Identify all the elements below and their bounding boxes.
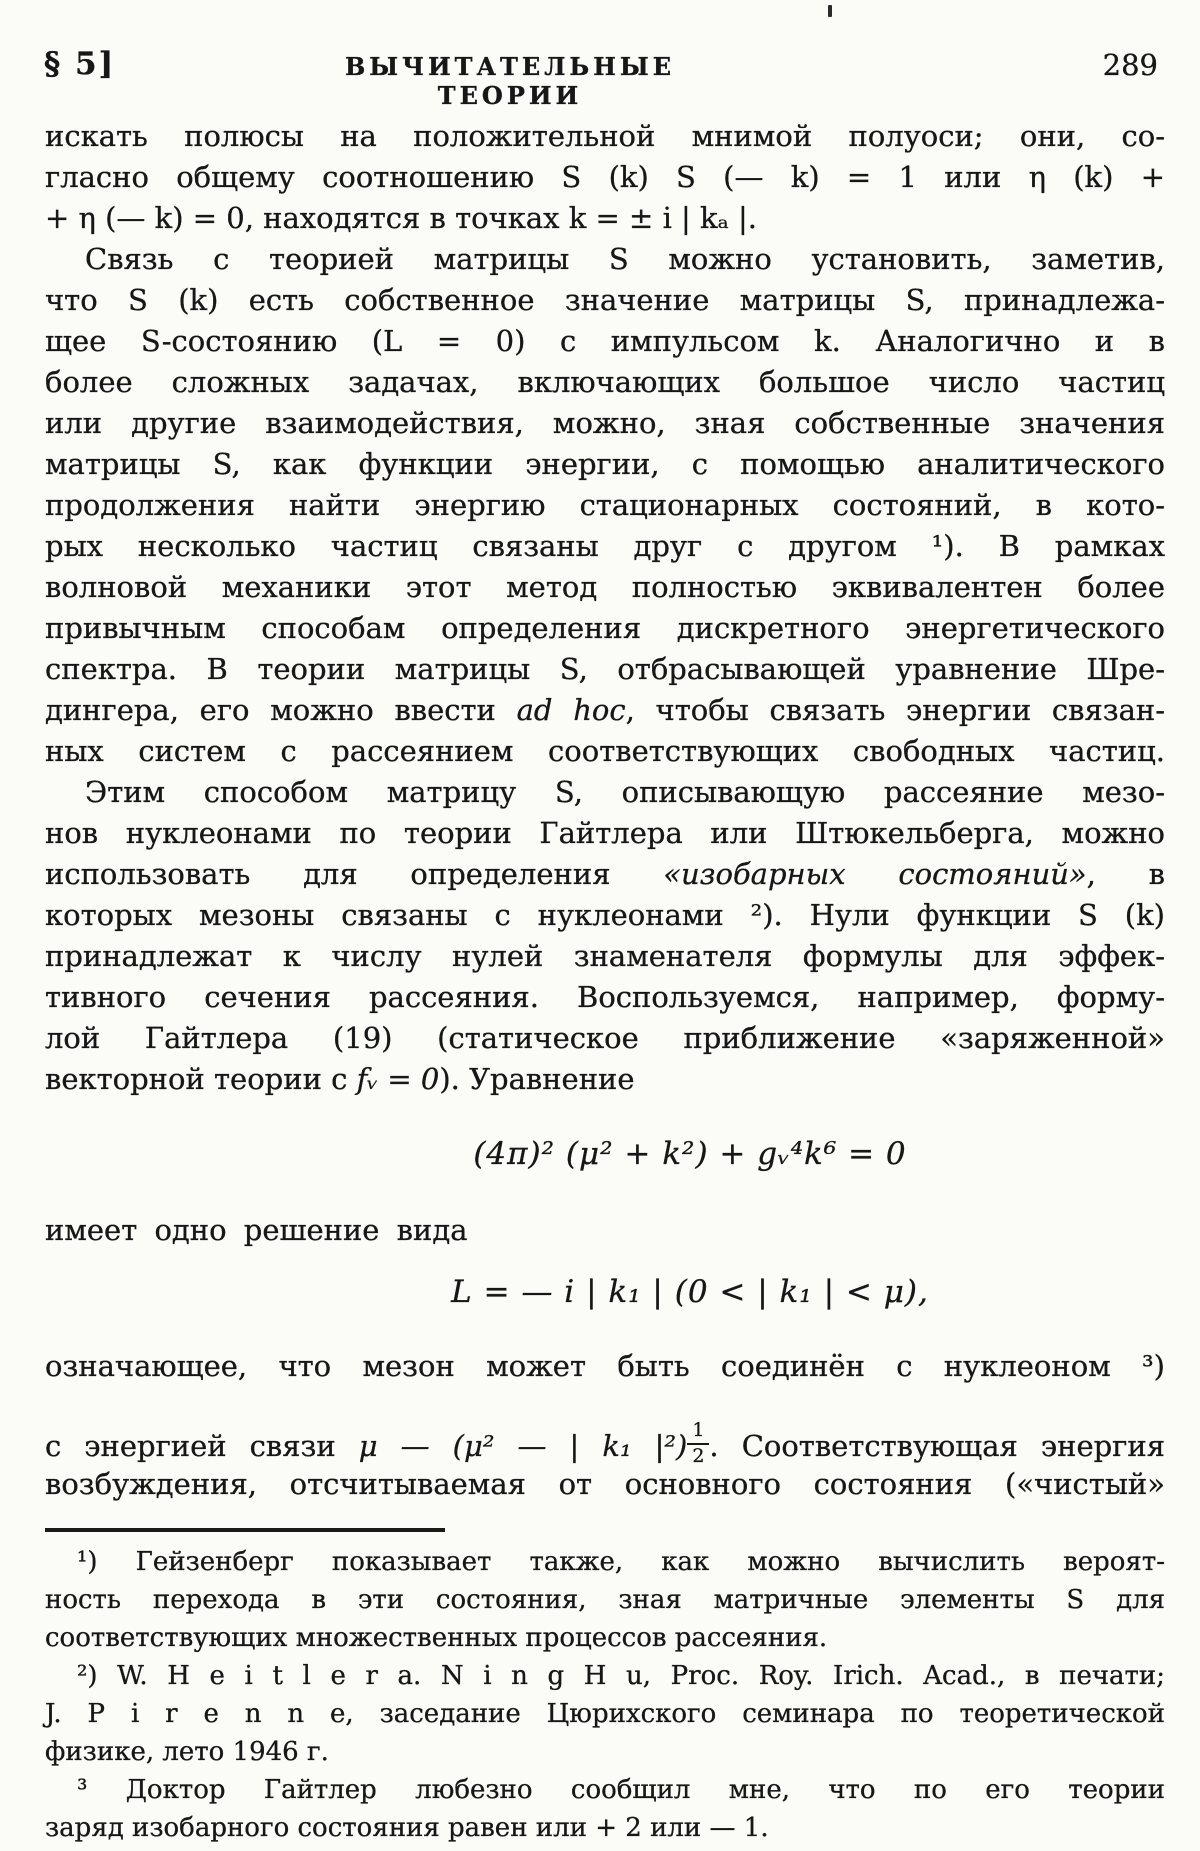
footnote-divider	[45, 1528, 445, 1532]
page-header	[0, 46, 1200, 110]
text-line: возбуждения, отсчитываемая от основного состояния («чистый»	[45, 1467, 1165, 1501]
footnote-line: ²) W. H e i t l e r a. N i n g H u, Proc. Roy. Irich. Acad., в печати;	[77, 1661, 1165, 1691]
text-line: спектра. В теории матрицы S, отбрасывающей уравнение Шре-	[45, 652, 1165, 686]
text-line: матрицы S, как функции энергии, с помощью аналитического	[45, 447, 1165, 481]
footnote-line: J. P i r e n n e, заседание Цюрихского семинара по теоретической	[45, 1699, 1165, 1729]
text-line: с энергией связи μ — (μ² — | k₁ |²) $\frac{1}{2}$ . Соответствующая энергия	[45, 1419, 1166, 1467]
footnote-line: ность перехода в эти состояния, зная матричные элементы S для	[45, 1585, 1165, 1615]
text-line: принадлежат к числу нулей знаменателя формулы для эффек-	[45, 939, 1165, 973]
footnote-line: заряд изобарного состояния равен или + 2 или — 1.	[45, 1813, 769, 1843]
footnote-line: ¹) Гейзенберг показывает также, как можно вычислить вероят-	[77, 1547, 1165, 1577]
footnote-line: соответствующих множественных процессов рассеяния.	[45, 1623, 828, 1653]
page-number: 289	[1102, 48, 1158, 82]
text-line: лой Гайтлера (19) (статическое приближение «заряженной»	[45, 1021, 1165, 1055]
inline-math: fᵥ = 0	[356, 1062, 440, 1096]
exponent-fraction	[687, 1420, 709, 1468]
text-line: тивного сечения рассеяния. Воспользуемся, например, форму-	[45, 980, 1165, 1014]
fraction-numerator: 1	[687, 1420, 709, 1445]
text-line: продолжения найти энергию стационарных состояний, в кото-	[45, 488, 1165, 522]
text-line: гласно общему соотношению S (k) S (— k) = 1 или η (k) +	[45, 160, 1165, 194]
footnote-line: ³ Доктор Гайтлер любезно сообщил мне, что по его теории	[77, 1775, 1165, 1805]
text-line: или другие взаимодействия, можно, зная собственные значения	[45, 406, 1165, 440]
text-line: нов нуклеонами по теории Гайтлера или Штюкельберга, можно	[45, 816, 1165, 850]
section-marker: § 5]	[44, 46, 116, 82]
text-line: рых несколько частиц связаны друг с другом ¹). В рамках	[45, 529, 1165, 563]
equation-2: L = — i | k₁ | (0 < | k₁ | < μ),	[451, 1274, 929, 1310]
footnote-line: физике, лето 1946 г.	[45, 1737, 329, 1767]
text-line: что S (k) есть собственное значение матрицы S, принадлежа-	[45, 283, 1165, 317]
text-line: имеет одно решение вида	[45, 1213, 468, 1247]
body-text	[45, 116, 1165, 1100]
text-line: использовать для определения «изобарных состояний», в	[45, 857, 1165, 891]
text-line: щее S-состоянию (L = 0) с импульсом k. Аналогично и в	[45, 324, 1165, 358]
text-line: + η (— k) = 0, находятся в точках k = ± i | kₐ |.	[45, 201, 758, 235]
text-line: дингера, его можно ввести ad hoc, чтобы связать энергии связан-	[45, 693, 1165, 727]
text-line: означающее, что мезон может быть соединён с нуклеоном ³)	[45, 1349, 1165, 1383]
text-line: искать полюсы на положительной мнимой полуоси; они, со-	[45, 119, 1165, 153]
text-line: привычным способам определения дискретного энергетического	[45, 611, 1165, 645]
scan-artifact-mark	[828, 5, 832, 17]
inline-math: μ — (μ² — | k₁ |²)	[358, 1429, 688, 1463]
footnotes	[45, 1543, 1165, 1847]
text-line: Этим способом матрицу S, описывающую рассеяние мезо-	[85, 775, 1165, 809]
text-line: волновой механики этот метод полностью эквивалентен более	[45, 570, 1165, 604]
text-line: ных систем с рассеянием соответствующих свободных частиц.	[45, 734, 1165, 768]
italic-phrase: ad hoc	[516, 693, 626, 727]
text-line: векторной теории с fᵥ = 0). Уравнение	[45, 1062, 635, 1096]
text-line: Связь с теорией матрицы S можно установить, заметив,	[85, 242, 1165, 276]
fraction-denominator: 2	[692, 1444, 705, 1467]
italic-phrase: «изобарных состояний»	[663, 857, 1087, 891]
running-title: ВЫЧИТАТЕЛЬНЫЕ ТЕОРИИ	[344, 52, 676, 110]
text-line: которых мезоны связаны с нуклеонами ²). Нули функции S (k)	[45, 898, 1165, 932]
text-line: более сложных задачах, включающих большое число частиц	[45, 365, 1165, 399]
equation-1: (4π)² (μ² + k²) + gᵥ⁴k⁶ = 0	[473, 1136, 907, 1172]
